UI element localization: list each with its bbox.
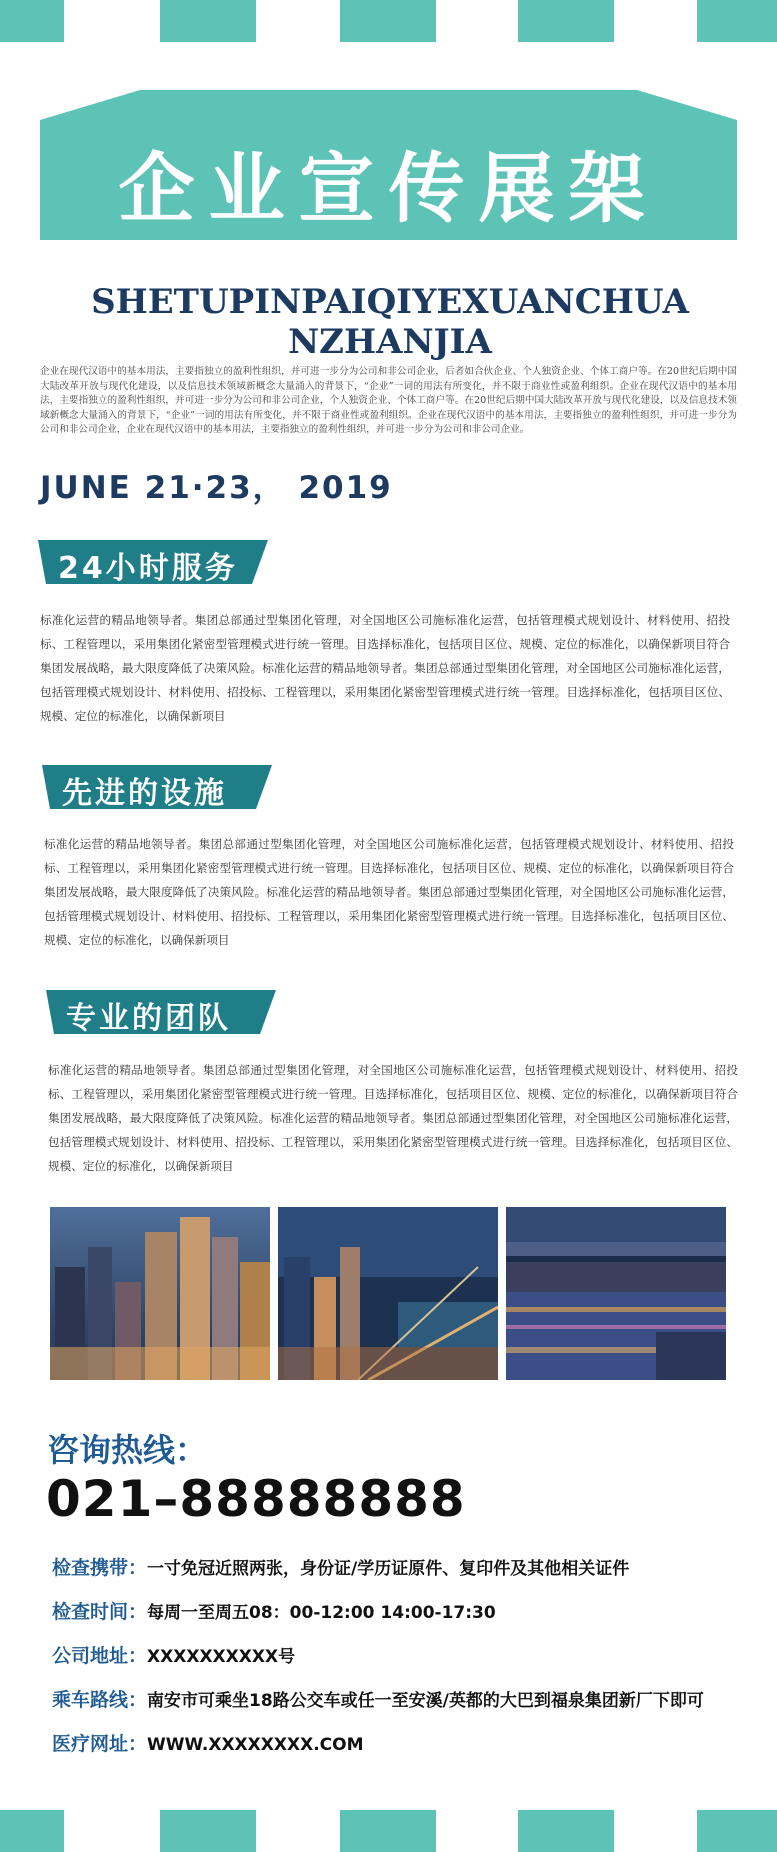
top-tab-2 (160, 0, 256, 42)
info-key: 乘车路线： (52, 1689, 148, 1711)
top-tab-3 (340, 0, 436, 42)
info-value: 南安市可乘坐18路公交车或任一至安溪/英都的大巴到福泉集团新厂下即可 (147, 1691, 704, 1711)
info-key: 公司地址： (52, 1645, 148, 1667)
section-heading-label: 先进的设施 (62, 776, 227, 811)
section-heading-team (46, 990, 276, 1034)
section-text-service: 标准化运营的精品地领导者。集团总部通过型集团化管理，对全国地区公司施标准化运营，包括管理模式规划设计、材料使用、招投标、工程管理以，采用集团化紧密型管理模式进行统一管理。目选择标准化，包括项目区位、规模、定位的标准化，以确保新项目符合集团发展战略，最大限度降低了决策风险。标准化运营的精品地领导者。集团总部通过型集团化管理，对全国地区公司施标准化运营，包括管理模式规划设计、材料使用、招投标、工程管理以，采用集团化紧密型管理模式进行统一管理。目选择标准化，包括项目区位、规模、定位的标准化，以确保新项目 (40, 613, 730, 723)
bottom-tab-1 (0, 1810, 64, 1852)
info-value: XXXXXXXXXX号 (147, 1647, 296, 1667)
city-photo-1 (50, 1207, 270, 1380)
bottom-tab-4 (518, 1810, 614, 1852)
section-heading-facilities (42, 765, 272, 809)
top-tab-1 (0, 0, 64, 42)
info-key: 医疗网址： (52, 1733, 148, 1755)
bottom-tab-3 (340, 1810, 436, 1852)
section-text-team: 标准化运营的精品地领导者。集团总部通过型集团化管理，对全国地区公司施标准化运营，包括管理模式规划设计、材料使用、招投标、工程管理以，采用集团化紧密型管理模式进行统一管理。目选择标准化，包括项目区位、规模、定位的标准化，以确保新项目符合集团发展战略，最大限度降低了决策风险。标准化运营的精品地领导者。集团总部通过型集团化管理，对全国地区公司施标准化运营，包括管理模式规划设计、材料使用、招投标、工程管理以，采用集团化紧密型管理模式进行统一管理。目选择标准化，包括项目区位、规模、定位的标准化，以确保新项目 (48, 1063, 738, 1173)
section-heading-service (38, 540, 268, 584)
event-date: JUNE 21·23， 2019 (40, 470, 393, 506)
city-photo-3 (506, 1207, 726, 1380)
website-link[interactable]: WWW.XXXXXXXX.COM (147, 1735, 364, 1755)
info-row-carry (52, 1556, 629, 1581)
top-tab-5 (697, 0, 777, 42)
info-value: 每周一至周五08：00-12:00 14:00-17:30 (147, 1603, 496, 1623)
section-text-facilities: 标准化运营的精品地领导者。集团总部通过型集团化管理，对全国地区公司施标准化运营，包括管理模式规划设计、材料使用、招投标、工程管理以，采用集团化紧密型管理模式进行统一管理。目选择标准化，包括项目区位、规模、定位的标准化，以确保新项目符合集团发展战略，最大限度降低了决策风险。标准化运营的精品地领导者。集团总部通过型集团化管理，对全国地区公司施标准化运营，包括管理模式规划设计、材料使用、招投标、工程管理以，采用集团化紧密型管理模式进行统一管理。目选择标准化，包括项目区位、规模、定位的标准化，以确保新项目 (44, 837, 734, 947)
city-photo-2 (278, 1207, 498, 1380)
top-tab-4 (518, 0, 614, 42)
hotline-label: 咨询热线： (47, 1431, 208, 1469)
hotline-number[interactable]: 021–88888888 (46, 1470, 466, 1528)
bottom-tab-2 (160, 1810, 256, 1852)
info-key: 检查时间： (52, 1601, 148, 1623)
page-title: 企业宣传展架 (118, 144, 659, 233)
info-row-time (52, 1600, 496, 1625)
info-value: 一寸免冠近照两张，身份证/学历证原件、复印件及其他相关证件 (147, 1559, 630, 1579)
section-heading-label: 专业的团队 (66, 1001, 231, 1036)
info-row-website (52, 1732, 364, 1757)
title-banner (40, 90, 737, 240)
page-subtitle: SHETUPINPAIQIYEXUANCHUANZHANJIA (91, 282, 689, 362)
intro-paragraph: 企业在现代汉语中的基本用法，主要指独立的盈利性组织，并可进一步分为公司和非公司企业，后者如合伙企业、个人独资企业、个体工商户等。在20世纪后期中国大陆改革开放与现代化建设，以及信息技术领域新概念大量涌入的背景下，“企业”一词的用法有所变化，并不限于商业性或盈利组织。企业在现代汉语中的基本用法，主要指独立的盈利性组织，并可进一步分为公司和非公司企业，个人独资企业、个体工商户等。在20世纪后期中国大陆改革开放与现代化建设，以及信息技术领域新概念大量涌入的背景下，“企业”一词的用法有所变化，并不限于商业性或盈利组织。企业在现代汉语中的基本用法，主要指独立的盈利性组织，并可进一步分为公司和非公司企业，企业在现代汉语中的基本用法，主要指独立的盈利性组织，并可进一步分为公司和非公司企业。 (40, 366, 737, 435)
info-row-address (52, 1644, 295, 1669)
info-row-route (52, 1688, 704, 1713)
info-key: 检查携带： (52, 1557, 148, 1579)
section-heading-label: 24小时服务 (58, 551, 238, 586)
bottom-tab-5 (697, 1810, 777, 1852)
